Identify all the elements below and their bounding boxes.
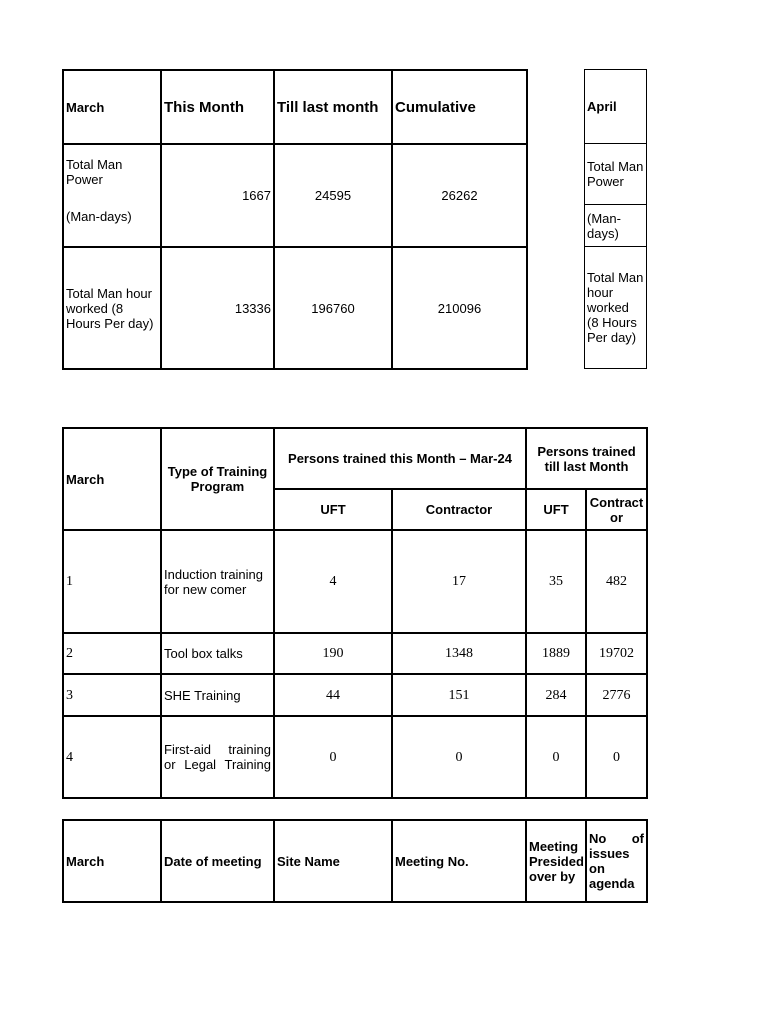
header-till-last-month: Till last month <box>274 70 392 144</box>
header-month: March <box>63 70 161 144</box>
manpower-this-month: 1667 <box>161 144 274 247</box>
row-contractor-till: 482 <box>586 530 647 633</box>
row-uft: 44 <box>274 674 392 716</box>
april-table <box>584 69 647 369</box>
row-contractor: 0 <box>392 716 526 798</box>
row-contractor: 1348 <box>392 633 526 674</box>
manhour-label: Total Man hour worked (8 Hours Per day) <box>63 247 161 369</box>
april-mandays: (Man-days) <box>585 205 647 247</box>
training-table <box>62 427 648 799</box>
training-header-till-last: Persons trained till last Month <box>526 428 647 489</box>
meeting-header-date: Date of meeting <box>161 820 274 902</box>
april-manpower: Total Man Power <box>585 144 647 205</box>
manpower-unit: (Man-days) <box>66 209 132 224</box>
header-cumulative: Cumulative <box>392 70 527 144</box>
table-row <box>63 716 647 798</box>
row-type: Induction training for new comer <box>161 530 274 633</box>
row-uft-till: 1889 <box>526 633 586 674</box>
row-type: SHE Training <box>161 674 274 716</box>
table-row <box>63 674 647 716</box>
row-no: 4 <box>63 716 161 798</box>
manpower-table <box>62 69 528 370</box>
meeting-header-no: Meeting No. <box>392 820 526 902</box>
row-no: 2 <box>63 633 161 674</box>
meeting-header-site: Site Name <box>274 820 392 902</box>
april-header: April <box>585 70 647 144</box>
row-contractor-till: 19702 <box>586 633 647 674</box>
training-header-month: March <box>63 428 161 530</box>
header-this-month: This Month <box>161 70 274 144</box>
manhour-this-month: 13336 <box>161 247 274 369</box>
meeting-header-month: March <box>63 820 161 902</box>
row-uft-till: 0 <box>526 716 586 798</box>
row-uft: 4 <box>274 530 392 633</box>
manhour-cumulative: 210096 <box>392 247 527 369</box>
meeting-table <box>62 819 648 903</box>
manhour-till-last: 196760 <box>274 247 392 369</box>
row-contractor: 151 <box>392 674 526 716</box>
sub-header-contractor: Contractor <box>392 489 526 530</box>
manpower-cumulative: 26262 <box>392 144 527 247</box>
row-uft-till: 35 <box>526 530 586 633</box>
training-header-type: Type of Training Program <box>161 428 274 530</box>
row-label-manpower <box>63 144 161 247</box>
row-uft: 190 <box>274 633 392 674</box>
training-header-this-month: Persons trained this Month – Mar-24 <box>274 428 526 489</box>
row-uft: 0 <box>274 716 392 798</box>
row-no: 3 <box>63 674 161 716</box>
sub-header-contractor-till: Contractor <box>586 489 647 530</box>
row-no: 1 <box>63 530 161 633</box>
sub-header-uft-till: UFT <box>526 489 586 530</box>
row-contractor: 17 <box>392 530 526 633</box>
meeting-header-issues: No of issues on agenda <box>586 820 647 902</box>
manpower-label: Total Man Power <box>66 157 123 187</box>
row-contractor-till: 2776 <box>586 674 647 716</box>
table-row <box>63 530 647 633</box>
sub-header-uft: UFT <box>274 489 392 530</box>
meeting-header-presided: Meeting Presided over by <box>526 820 586 902</box>
april-manhour: Total Man hour worked (8 Hours Per day) <box>585 247 647 369</box>
manpower-till-last: 24595 <box>274 144 392 247</box>
row-contractor-till: 0 <box>586 716 647 798</box>
row-uft-till: 284 <box>526 674 586 716</box>
row-type: First-aid training or Legal Training <box>161 716 274 798</box>
row-type: Tool box talks <box>161 633 274 674</box>
table-row <box>63 633 647 674</box>
